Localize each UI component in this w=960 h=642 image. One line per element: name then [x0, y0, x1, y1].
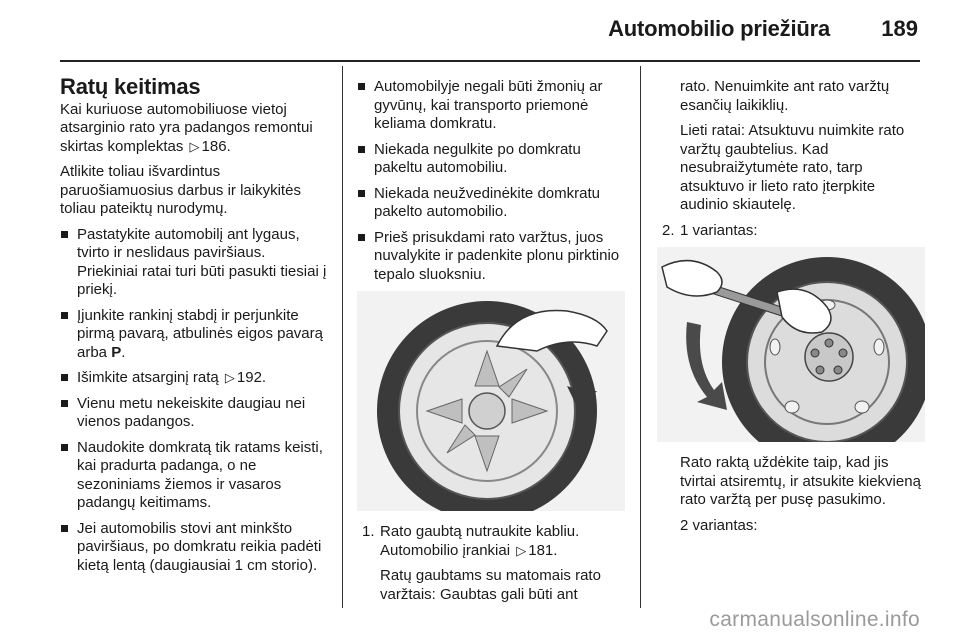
- list-item-text: Prieš prisukdami rato varžtus, juos nuvalykite ir padenkite plonu pirktinio tepalo sluoksniu.: [374, 228, 620, 283]
- list-item: [357, 229, 625, 285]
- left-column: [60, 70, 328, 582]
- bullet-square-icon: [61, 231, 68, 238]
- list-item: [60, 307, 328, 363]
- step-number: 2.: [662, 221, 675, 239]
- variant-label: 2 variantas:: [680, 516, 758, 534]
- step-note: Ratų gaubtams su matomais rato varžtais: Gaubtas gali būti ant: [380, 567, 601, 603]
- bullet-square-icon: [61, 400, 68, 407]
- list-item: [357, 185, 625, 222]
- list-item: [357, 78, 625, 134]
- section-heading: Ratų keitimas: [60, 74, 201, 99]
- step-item: [657, 222, 925, 241]
- list-item-end: .: [121, 343, 126, 361]
- list-item-text: Naudokite domkratą tik ratams keisti, kai pradurta padanga, o ne sezoniniams žiemos ir vasaros padangų keitimams.: [77, 438, 323, 511]
- list-item-text: Pastatykite automobilį ant lygaus, tvirto ir neslidaus paviršiaus. Priekiniai ratai turi būti pasukti tiesiai į priekį.: [77, 225, 327, 298]
- bullet-square-icon: [358, 234, 365, 241]
- list-item-text: Jei automobilis stovi ant minkšto paviršiaus, po domkratu reikia padėti kietą lentą (daugiausiai 1 cm storio).: [77, 519, 322, 574]
- list-item: [60, 520, 328, 576]
- watermark: carmanualsonline.info: [709, 608, 920, 631]
- step-text: Rato gaubtą nutraukite kabliu. Automobilio įrankiai: [380, 523, 580, 559]
- list-item: [357, 141, 625, 178]
- header-rule: [60, 60, 920, 62]
- bullet-square-icon: [358, 190, 365, 197]
- step-item: [357, 523, 625, 560]
- intro2-paragraph: Atlikite toliau išvardintus paruošiamuosius darbus ir laikykitės toliau pateiktų nurodymų.: [60, 163, 301, 217]
- list-item-text: Vienu metu nekeiskite daugiau nei vienos padangos.: [77, 394, 306, 430]
- list-item-text: Automobilyje negali būti žmonių ar gyvūnų, kai transporto priemonė keliama domkratu.: [374, 78, 603, 132]
- triangle-right-icon: ▷: [189, 138, 200, 154]
- list-item-text: Niekada neužvedinėkite domkratu pakelto automobilio.: [374, 184, 600, 220]
- list-item-text: Įjunkite rankinį stabdį ir perjunkite pirmą pavarą, atbulinės eigos pavarą arba: [77, 306, 323, 361]
- middle-column: [357, 78, 625, 611]
- xref-link[interactable]: 181.: [528, 541, 558, 559]
- triangle-right-icon: ▷: [516, 542, 527, 558]
- page-number: 189: [881, 16, 918, 41]
- column-divider-1: [342, 66, 343, 608]
- alloy-wheel-paragraph: Lieti ratai: Atsuktuvu nuimkite rato varžtų gaubtelius. Kad nesubraižytumėte rato, tarp atsuktuvo ir lieto rato įterpkite audinio skiautelę.: [680, 122, 905, 213]
- triangle-right-icon: ▷: [224, 370, 235, 385]
- list-item: [60, 395, 328, 432]
- intro-text: Kai kuriuose automobiliuose vietoj atsarginio rato yra padangos remontui skirtas komplektas: [60, 100, 313, 155]
- page-section-title: Automobilio priežiūra: [608, 16, 830, 41]
- bullet-square-icon: [61, 444, 68, 451]
- bullet-square-icon: [358, 83, 365, 90]
- xref-link[interactable]: 192.: [236, 369, 267, 386]
- column-divider-2: [640, 66, 641, 608]
- bullet-square-icon: [61, 525, 68, 532]
- list-item-text: Niekada negulkite po domkratu pakeltu automobiliu.: [374, 140, 581, 176]
- right-column: [657, 78, 925, 542]
- step-number: 1.: [362, 523, 375, 540]
- xref-link[interactable]: 186.: [201, 137, 231, 155]
- gear-label-p: P: [111, 343, 122, 361]
- bullet-square-icon: [358, 146, 365, 153]
- wheel-cover-removal-illustration: [357, 291, 625, 511]
- bullet-square-icon: [61, 312, 68, 319]
- list-item-text: Išimkite atsarginį ratą: [77, 369, 219, 386]
- step-text: 1 variantas:: [680, 221, 758, 239]
- bullet-square-icon: [61, 374, 68, 381]
- intro-paragraph: [60, 101, 328, 157]
- list-item: [60, 369, 328, 388]
- wheel-wrench-illustration: [657, 247, 925, 442]
- list-item: [60, 439, 328, 513]
- continued-paragraph: rato. Nenuimkite ant rato varžtų esančių laikiklių.: [680, 78, 890, 114]
- step-description: Rato raktą uždėkite taip, kad jis tvirtai atsiremtų, ir atsukite kiekvieną rato varžtą per pusę pasukimo.: [680, 454, 921, 508]
- list-item: [60, 226, 328, 300]
